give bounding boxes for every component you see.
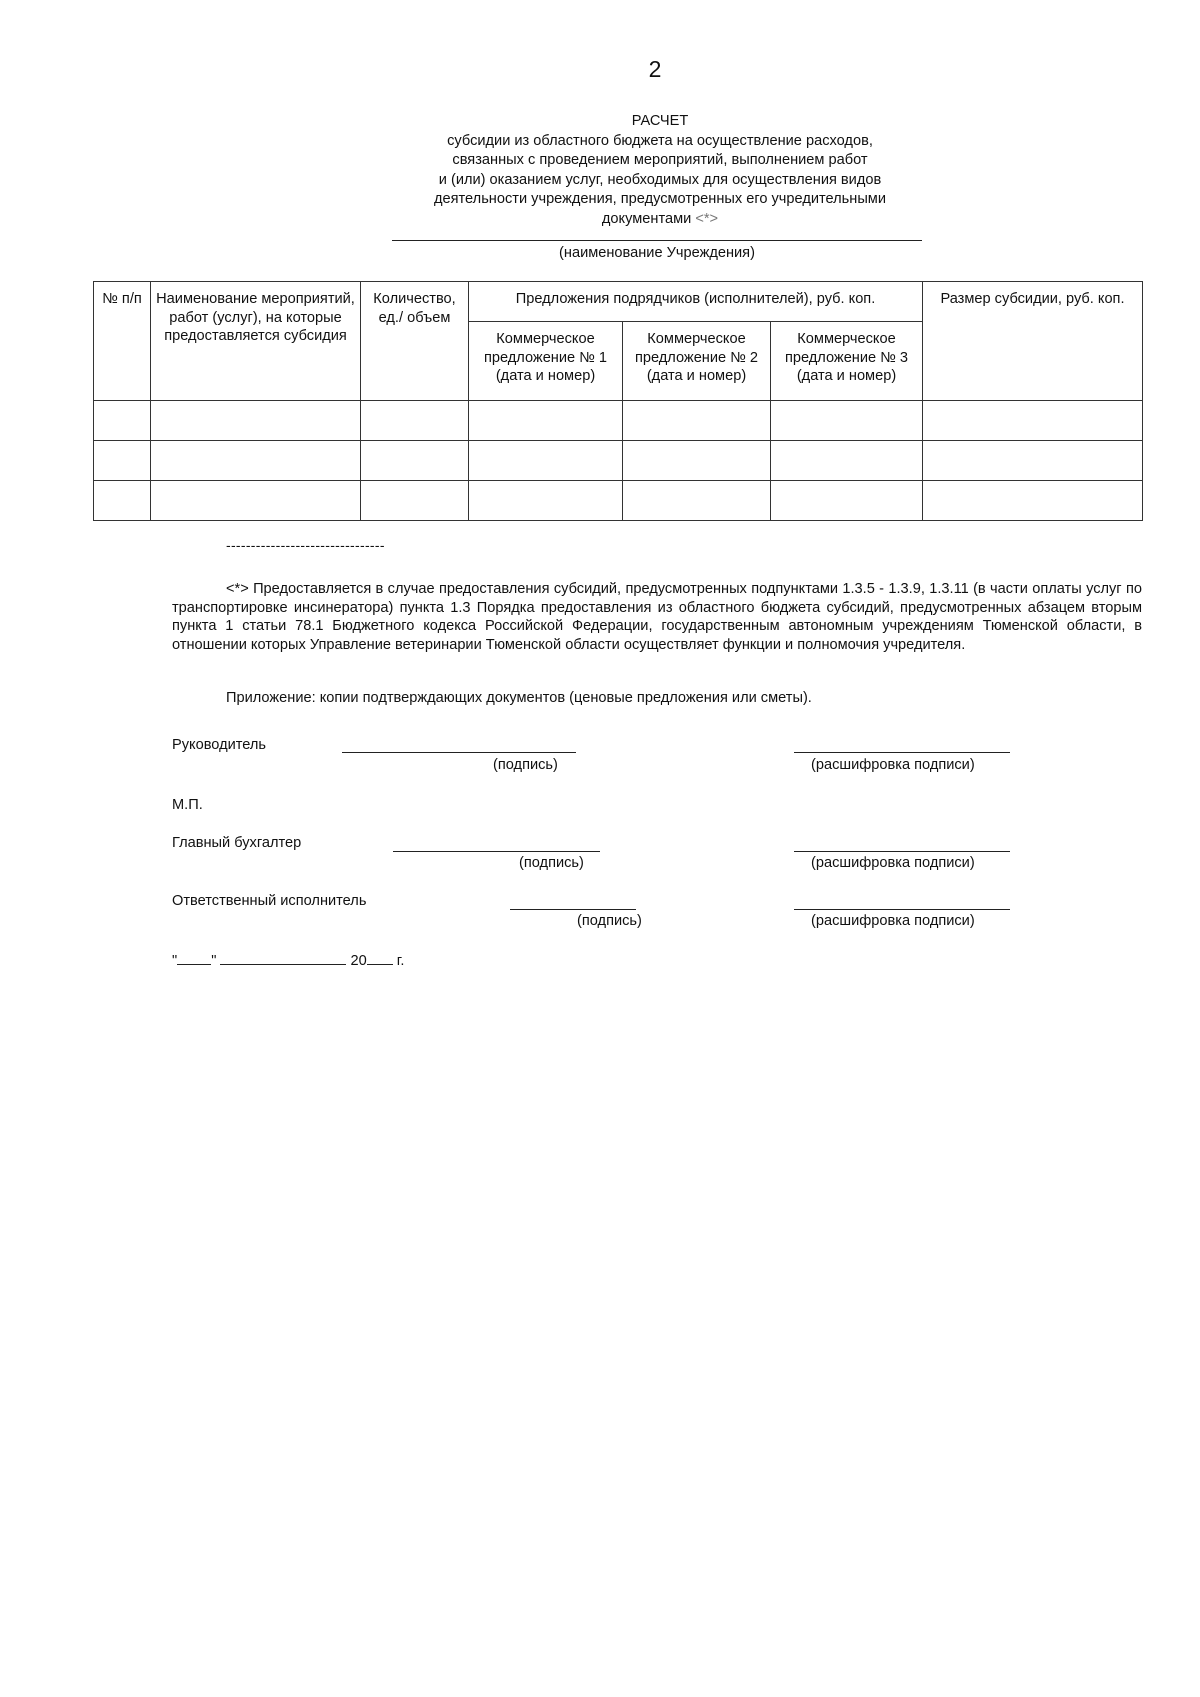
footnote-reference: <*> [695,210,719,227]
table-cell [771,441,923,481]
table-cell [923,481,1143,521]
table-cell [151,481,361,521]
accountant-signature-caption: (подпись) [519,855,584,871]
table-cell [771,481,923,521]
table-cell [94,401,151,441]
table-cell [923,401,1143,441]
head-label: Руководитель [172,737,267,753]
header-offer-2: Коммерческое предложение № 2 (дата и номер) [623,322,771,401]
title-last-line [380,210,940,230]
header-quantity: Количество, ед./ объем [361,282,469,401]
table-cell [771,401,923,441]
header-number: № п/п [94,282,151,401]
table-row [94,481,1143,521]
table-cell [623,441,771,481]
table-cell [623,481,771,521]
accountant-decoding-caption: (расшифровка подписи) [811,855,975,871]
institution-name-caption: (наименование Учреждения) [559,245,755,261]
table-cell [469,441,623,481]
head-decoding-caption: (расшифровка подписи) [811,757,975,773]
accountant-label: Главный бухгалтер [172,835,302,851]
document-title [380,112,940,229]
header-offer-1: Коммерческое предложение № 1 (дата и номер) [469,322,623,401]
table-cell [94,441,151,481]
executor-decoding-caption: (расшифровка подписи) [811,913,975,929]
table-cell [94,481,151,521]
footnote-text: <*> Предоставляется в случае предоставления субсидий, предусмотренных подпунктами 1.3.5 - 1.3.9, 1.3.11 (в части оплаты услуг по транспортировке инсинератора) пункта 1.3 Порядка предоставления из областного бюджета субсидий, предусмотренных абзацем вторым пункта 1 статьи 78.1 Бюджетного кодекса Российской Федерации, государственным автономным учреждениям Тюменской области, в отношении которых Управление ветеринарии Тюменской области осуществляет функции и полномочия учредителя. [172,581,1142,653]
table-row [94,441,1143,481]
table-cell [923,441,1143,481]
accountant-signature-line [393,851,600,852]
title-heading: РАСЧЕТ [631,113,689,129]
table-cell [469,401,623,441]
calculation-table [93,281,1143,521]
month-blank [220,950,346,965]
executor-signature-caption: (подпись) [577,913,642,929]
stamp-label: М.П. [172,797,203,813]
institution-name-line [392,240,922,241]
header-offers: Предложения подрядчиков (исполнителей), руб. коп. [469,282,923,322]
header-offer-3: Коммерческое предложение № 3 (дата и номер) [771,322,923,401]
head-decoding-line [794,752,1010,753]
year-suffix: г. [396,953,405,969]
executor-label: Ответственный исполнитель [172,893,367,909]
table-row [94,401,1143,441]
header-name: Наименование мероприятий, работ (услуг), на которые предоставляется субсидия [151,282,361,401]
title-line: связанных с проведением мероприятий, выполнением работ [452,152,868,168]
head-signature-caption: (подпись) [493,757,558,773]
table-cell [151,401,361,441]
year-prefix: 20 [350,953,367,969]
table-cell [151,441,361,481]
header-subsidy: Размер субсидии, руб. коп. [923,282,1143,401]
table-cell [361,401,469,441]
executor-decoding-line [794,909,1010,910]
accountant-decoding-line [794,851,1010,852]
table-cell [469,481,623,521]
title-last-word: документами [601,210,692,227]
footnote-separator: -------------------------------- [226,537,385,553]
footnote [172,580,1142,654]
title-line: и (или) оказанием услуг, необходимых для осуществления видов [438,171,882,188]
attachment-note: Приложение: копии подтверждающих документов (ценовые предложения или сметы). [226,690,812,706]
date-line [172,950,404,969]
date-close-quote: " [211,953,217,969]
day-blank [177,950,211,965]
page-number: 2 [648,56,662,82]
title-line: деятельности учреждения, предусмотренных его учредительными [434,191,886,207]
head-signature-line [342,752,576,753]
table-cell [623,401,771,441]
table-cell [361,481,469,521]
title-line: субсидии из областного бюджета на осуществление расходов, [447,132,873,149]
date-open-quote: " [172,953,178,969]
table-cell [361,441,469,481]
year-blank [367,950,393,965]
executor-signature-line [510,909,636,910]
